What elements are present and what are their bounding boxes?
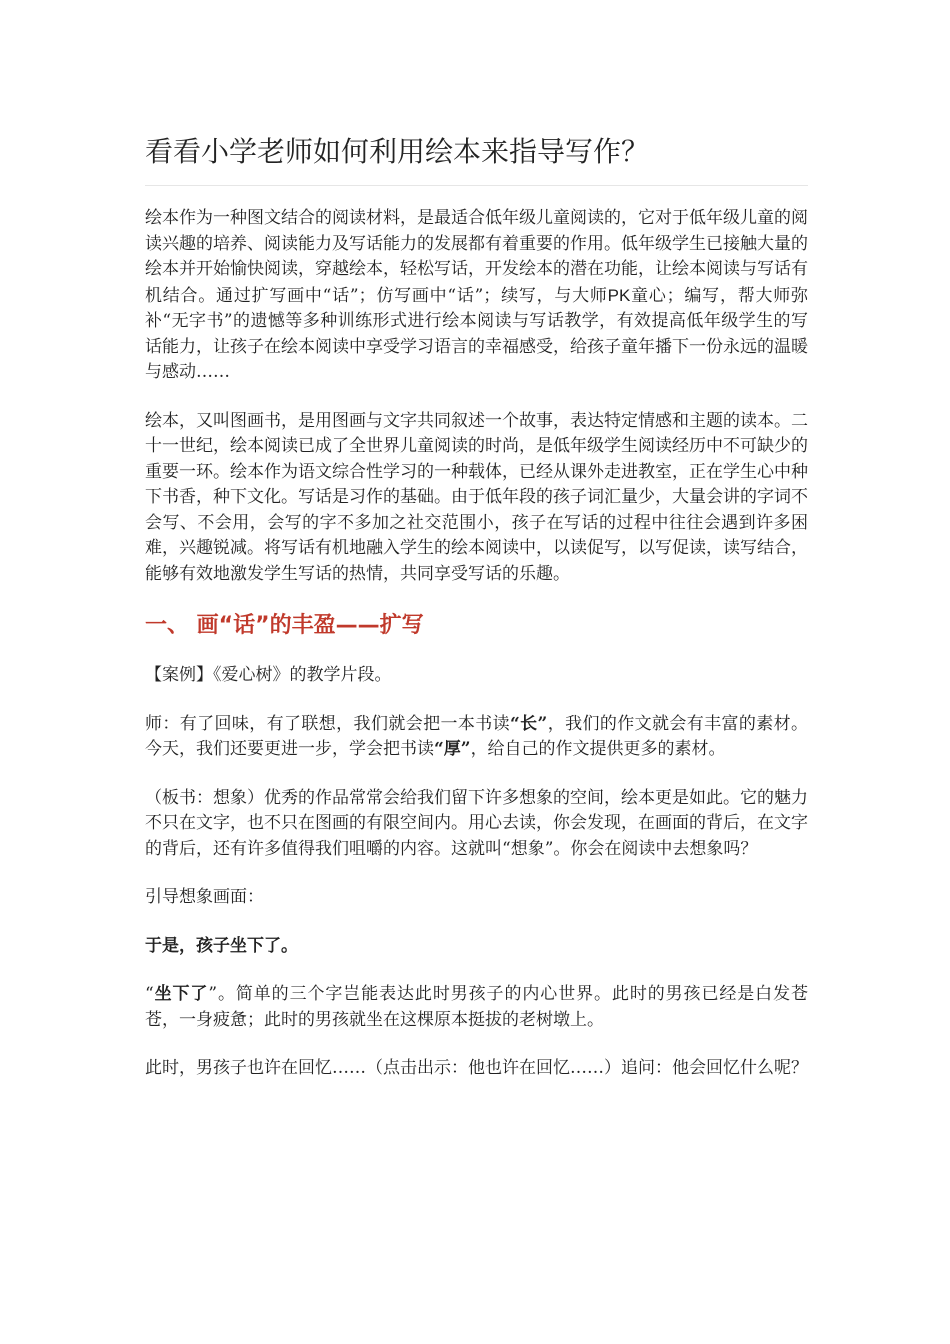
board-paragraph: （板书：想象）优秀的作品常常会给我们留下许多想象的空间，绘本更是如此。它的魅力不只在文字，也不只在图画的有限空间内。用心去读，你会发现，在画面的背后，在文字的背后，还有许多值得我们咀嚼的内容。这就叫“想象”。你会在阅读中去想象吗？	[145, 787, 808, 859]
guide-line: 引导想象画面：	[145, 887, 264, 907]
article-title: 看看小学老师如何利用绘本来指导写作？	[145, 135, 650, 168]
section-heading-1: 一、 画“话”的丰盈——扩写	[145, 613, 424, 638]
intro-text-a: 绘本作为一种图文结合的阅读材料，是最适合低年级儿童阅读的，它对于低年级儿童的阅读兴趣的培养、阅读能力及写话能力的发展都有着重要的作用。低年级学生已接触大量的绘本并开始愉快阅读，穿越绘本，轻松写话，开发绘本的潜在功能，让绘本阅读与写话有机结合。通过扩写画中“话”；仿写画中“话”；续写，与大师	[145, 208, 808, 306]
article-body	[145, 206, 808, 1082]
title-divider	[145, 185, 808, 186]
sit-quote-open: “	[145, 984, 154, 1004]
teacher-text-c: ，我们的作文就会有丰富的素材。今天，我们还要更进一步，学会把书读	[145, 713, 809, 759]
sit-paragraph	[145, 982, 808, 1033]
teacher-text-a: 师：有了回味，有了联想，我们就会把一本书读	[145, 713, 510, 734]
intro-text-b: 童心；编写，帮大师弥补“无字书”的遗憾等多种训练形式进行绘本阅读与写话教学，有效提高低年级学生的写话能力，让孩子在绘本阅读中享受学习语言的幸福感受，给孩子童年播下一份永远的温暖与感动……	[145, 285, 809, 382]
intro-paragraph	[145, 206, 808, 386]
bold-line: 于是，孩子坐下了。	[145, 935, 298, 956]
teacher-text-e: ，给自己的作文提供更多的素材。	[470, 739, 726, 759]
case-line: 【案例】《爱心树》的教学片段。	[145, 665, 392, 685]
intro-pk: PK	[607, 285, 631, 305]
sit-bold: 坐下了	[153, 984, 209, 1004]
definition-paragraph: 绘本，又叫图画书，是用图画与文字共同叙述一个故事，表达特定情感和主题的读本。二十一世纪，绘本阅读已成了全世界儿童阅读的时尚，是低年级学生阅读经历中不可缺少的重要一环。绘本作为语文综合性学习的一种载体，已经从课外走进教室，正在学生心中种下书香，种下文化。写话是习作的基础。由于低年段的孩子词汇量少，大量会讲的字词不会写、不会用，会写的字不多加之社交范围小，孩子在写话的过程中往往会遇到许多困难，兴趣锐减。将写话有机地融入学生的绘本阅读中，以读促写，以写促读，读写结合，能够有效地激发学生写话的热情，共同享受写话的乐趣。	[145, 410, 808, 584]
sit-text: ”。简单的三个字岂能表达此时男孩子的内心世界。此时的男孩已经是白发苍苍，一身疲惫；此时的男孩就坐在这棵原本挺拔的老树墩上。	[145, 984, 808, 1030]
teacher-bold-long: “长”	[509, 713, 548, 734]
teacher-bold-thick: “厚”	[434, 739, 471, 759]
recall-paragraph: 此时，男孩子也许在回忆……（点击出示：他也许在回忆……）追问：他会回忆什么呢？	[145, 1058, 808, 1078]
teacher-paragraph	[145, 712, 808, 763]
